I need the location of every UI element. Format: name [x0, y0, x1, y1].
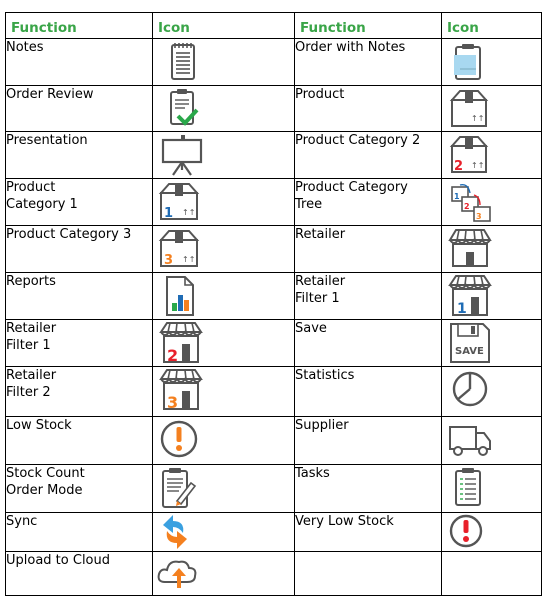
function-label: Product Category 3 — [6, 226, 153, 273]
function-label: Retailer — [295, 226, 442, 273]
svg-text:1: 1 — [457, 301, 467, 317]
stock-count-clipboard-icon — [153, 465, 213, 511]
save-floppy-icon — [442, 320, 502, 366]
function-label: Product — [295, 86, 442, 132]
retailer-filter-1-icon — [442, 273, 502, 319]
function-label: Low Stock — [6, 417, 153, 465]
svg-text:2: 2 — [167, 346, 179, 365]
svg-text:3: 3 — [167, 393, 179, 412]
table-row — [6, 465, 542, 513]
table-row — [6, 179, 542, 226]
function-label: Save — [295, 320, 442, 367]
function-label: Product Category Tree — [295, 179, 442, 226]
product-category-1-icon — [153, 179, 213, 225]
function-label: Notes — [6, 39, 153, 86]
presentation-icon — [153, 132, 213, 178]
function-label: Tasks — [295, 465, 442, 513]
sync-arrows-icon — [153, 513, 213, 553]
svg-text:1: 1 — [454, 192, 460, 201]
function-label: Very Low Stock — [295, 513, 442, 552]
function-label: Retailer Filter 2 — [6, 367, 153, 417]
function-label: Reports — [6, 273, 153, 320]
retailer-filter-3-icon — [153, 367, 213, 413]
function-label: Supplier — [295, 417, 442, 465]
function-label: Stock Count Order Mode — [6, 465, 153, 513]
table-row — [6, 39, 542, 86]
table-row — [6, 367, 542, 417]
notes-icon — [153, 39, 213, 85]
very-low-stock-alert-icon — [442, 513, 502, 553]
function-label: Order with Notes — [295, 39, 442, 86]
function-label: Sync — [6, 513, 153, 552]
svg-text:↑↑: ↑↑ — [471, 114, 485, 123]
table-row — [6, 320, 542, 367]
svg-text:2: 2 — [464, 202, 470, 211]
svg-text:↑↑: ↑↑ — [182, 255, 196, 264]
icon-number-2: 2 — [454, 159, 464, 174]
svg-text:↑↑: ↑↑ — [182, 208, 196, 217]
icon-number-1: 1 — [164, 206, 174, 221]
function-label: Product Category 2 — [295, 132, 442, 179]
upload-cloud-icon — [153, 552, 213, 596]
function-label: Retailer Filter 1 — [6, 320, 153, 367]
table-header-row — [6, 13, 542, 39]
function-label: Statistics — [295, 367, 442, 417]
function-label: Retailer Filter 1 — [295, 273, 442, 320]
product-category-tree-icon — [442, 179, 502, 225]
product-category-3-icon — [153, 226, 213, 272]
table-row — [6, 132, 542, 179]
column-header-function-2: Function — [295, 13, 442, 39]
table-row — [6, 417, 542, 465]
function-label: Upload to Cloud — [6, 552, 153, 596]
function-label — [295, 552, 442, 596]
icon-reference-table — [5, 12, 542, 596]
table-row — [6, 273, 542, 320]
table-row — [6, 86, 542, 132]
retailer-store-icon — [442, 226, 502, 272]
table-row — [6, 226, 542, 273]
column-header-icon: Icon — [153, 13, 295, 39]
product-box-icon — [442, 86, 502, 132]
icon-number-3: 3 — [164, 253, 174, 268]
svg-text:↑↑: ↑↑ — [471, 161, 485, 170]
table-row — [6, 513, 542, 552]
function-label: Product Category 1 — [6, 179, 153, 226]
product-category-2-icon — [442, 132, 502, 178]
column-header-function: Function — [6, 13, 153, 39]
column-header-icon-2: Icon — [442, 13, 542, 39]
supplier-truck-icon — [442, 417, 502, 463]
function-label: Order Review — [6, 86, 153, 132]
order-with-notes-icon — [442, 39, 502, 85]
retailer-filter-2-icon — [153, 320, 213, 366]
svg-text:3: 3 — [476, 212, 482, 221]
low-stock-warning-icon — [153, 417, 213, 463]
save-icon-text: SAVE — [455, 346, 484, 357]
function-label: Presentation — [6, 132, 153, 179]
table-row — [6, 552, 542, 596]
statistics-pie-icon — [442, 367, 502, 413]
order-review-icon — [153, 86, 213, 132]
tasks-checklist-icon — [442, 465, 502, 511]
reports-icon — [153, 273, 213, 319]
